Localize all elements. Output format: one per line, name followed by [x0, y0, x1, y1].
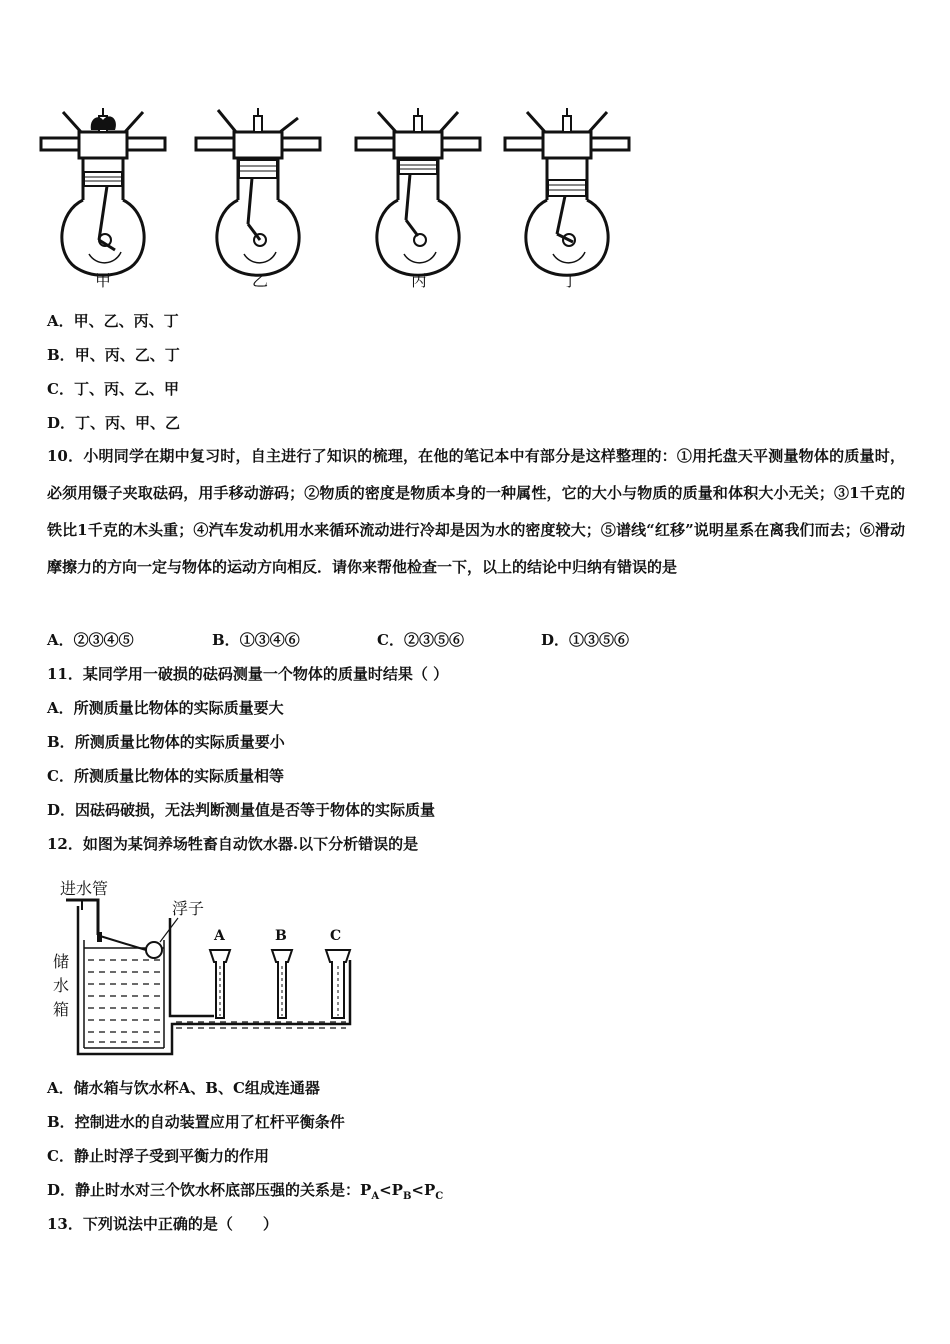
engine-ding — [505, 108, 629, 275]
q11-option-b[interactable]: B．所测质量比物体的实际质量要小 — [47, 733, 285, 751]
q11-option-c[interactable]: C．所测质量比物体的实际质量相等 — [47, 767, 284, 785]
engine-yi — [196, 108, 320, 275]
cup-c-label: C — [330, 928, 342, 944]
q12-option-a[interactable]: A．储水箱与饮水杯A、B、C组成连通器 — [47, 1079, 320, 1097]
cup-a-label: A — [214, 928, 225, 944]
caption-bing: 丙 — [411, 271, 428, 290]
q9-option-c[interactable]: C．丁、丙、乙、甲 — [47, 380, 179, 398]
q11-option-a[interactable]: A．所测质量比物体的实际质量要大 — [47, 699, 284, 717]
q9-option-b[interactable]: B．甲、丙、乙、丁 — [47, 346, 180, 364]
caption-yi: 乙 — [252, 271, 269, 290]
q12-stem: 12．如图为某饲养场牲畜自动饮水器.以下分析错误的是 — [47, 835, 419, 853]
engine-diagrams — [0, 0, 950, 300]
drinker-figure — [0, 870, 400, 1060]
caption-ding: 丁 — [562, 271, 579, 290]
engine-bing — [356, 108, 480, 275]
q9-option-a[interactable]: A．甲、乙、丙、丁 — [47, 312, 179, 330]
q10-option-d[interactable]: D．①③⑤⑥ — [541, 631, 630, 649]
q10-option-c[interactable]: C．②③⑤⑥ — [377, 631, 464, 649]
engine-jia — [41, 108, 165, 275]
q11-stem: 11．某同学用一破损的砝码测量一个物体的质量时结果（ ） — [47, 665, 449, 683]
float-label: 浮子 — [172, 899, 205, 918]
q12-option-b[interactable]: B．控制进水的自动装置应用了杠杆平衡条件 — [47, 1113, 345, 1131]
q11-option-d[interactable]: D．因砝码破损，无法判断测量值是否等于物体的实际质量 — [47, 801, 436, 819]
caption-jia: 甲 — [95, 271, 112, 290]
cup-b-label: B — [275, 928, 287, 944]
q12-option-d[interactable]: D．静止时水对三个饮水杯底部压强的关系是：$P_A<P_B<P_C$ — [47, 1181, 444, 1202]
q10-option-a[interactable]: A．②③④⑤ — [47, 631, 134, 649]
q10-option-b[interactable]: B．①③④⑥ — [212, 631, 300, 649]
inlet-pipe-label: 进水管 — [60, 879, 109, 898]
tank-label: 储 水 箱 — [53, 952, 70, 1019]
q13-stem: 13．下列说法中正确的是（ ） — [47, 1215, 278, 1233]
q10-stem: 10．小明同学在期中复习时，自主进行了知识的梳理，在他的笔记本中有部分是这样整理的：①用托盘天平测量物体的质量时，必须用镊子夹取砝码，用手移动游码；②物质的密度是物质本身的一种属性，它的大小与物质的质量和体积大小无关；③1千克的铁比1千克的木头重；④汽车发动机用水来循环流动进行冷却是因为水的密度较大；⑤谱线“红移”说明星系在离我们而去；⑥滑动摩擦力的方向一定与物体的运动方向相反．请你来帮他检查一下，以上的结论中归纳有错误的是 — [47, 447, 905, 576]
engine-stroke-figure — [0, 0, 950, 300]
q12-option-c[interactable]: C．静止时浮子受到平衡力的作用 — [47, 1147, 269, 1165]
q9-option-d[interactable]: D．丁、丙、甲、乙 — [47, 414, 181, 432]
